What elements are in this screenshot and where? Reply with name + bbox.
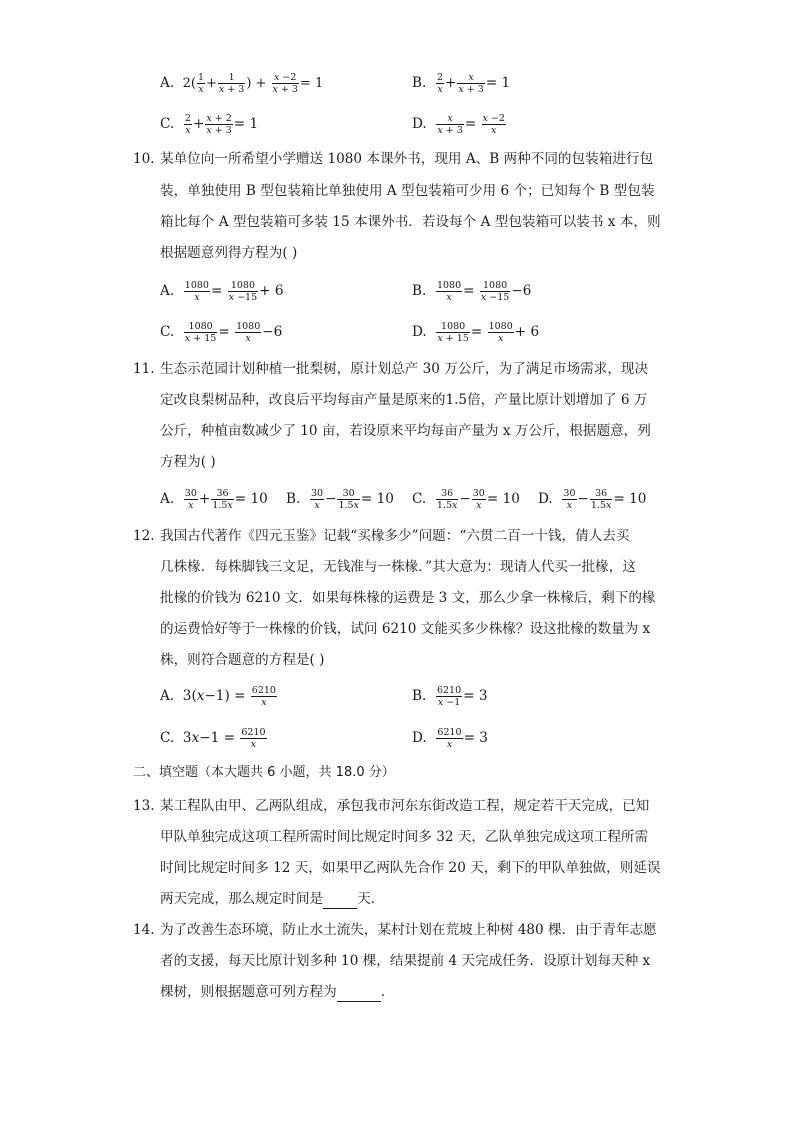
q10-option-c: C. $\frac{1080}{x + 15}$ = $\frac{1080}{x}$ −6 xyxy=(160,321,283,344)
q14-number: 14. xyxy=(133,922,155,938)
q11-line: 定改良梨树品种，改良后平均每亩产量是原来的1.5倍，产量比原计划增加了 6 万 xyxy=(160,392,648,408)
q10-line: 箱比每个 A 型包装箱可多装 15 本课外书．若设每个 A 型包装箱可以装书 x 本，则 xyxy=(160,214,661,230)
q12-option-b: B. $\frac{6210}{x -1}$ = 3 xyxy=(412,685,488,708)
q12-number: 12. xyxy=(133,528,155,544)
answer-blank[interactable] xyxy=(337,983,381,1002)
option-letter: C. xyxy=(160,730,175,746)
answer-blank[interactable] xyxy=(323,890,357,909)
option-letter: A. xyxy=(160,283,175,299)
option-letter: D. xyxy=(412,116,427,132)
q10-option-b: B. $\frac{1080}{x}$ = $\frac{1080}{x -15}$ −6 xyxy=(412,280,532,303)
q13-line: 甲队单独完成这项工程所需时间比规定时间多 32 天，乙队单独完成这项工程所需 xyxy=(160,829,649,845)
q11-line: 公斤，种植亩数减少了 10 亩，若设原来平均每亩产量为 x 万公斤，根据题意，列 xyxy=(160,423,651,439)
q12-line: 的运费恰好等于一株椽的价钱，试问 6210 文能买多少株椽？设这批椽的数量为 x xyxy=(160,621,651,637)
option-letter: D. xyxy=(412,324,427,340)
option-letter: B. xyxy=(286,491,301,507)
option-letter: A. xyxy=(160,75,175,91)
q9-option-a: A. 2( $\frac{1}{x}$ + $\frac{1}{x + 3}$ ) + $\frac{x -2}{x + 3}$ = 1 xyxy=(160,72,324,95)
q11-line: 生态示范园计划种植一批梨树，原计划总产 30 万公斤，为了满足市场需求，现决 xyxy=(160,361,649,377)
q9-option-d: D. $\frac{x}{x + 3}$ = $\frac{x -2}{x}$ xyxy=(412,113,505,136)
q12-line: 株，则符合题意的方程是( ) xyxy=(160,652,325,668)
q10-option-d: D. $\frac{1080}{x + 15}$ = $\frac{1080}{x}$ + 6 xyxy=(412,321,540,344)
q13-number: 13. xyxy=(133,798,155,814)
option-letter: C. xyxy=(160,116,175,132)
option-letter: A. xyxy=(160,688,175,704)
q11-option-b: B. $\frac{30}{x}$ − $\frac{30}{1.5x}$ = 10 xyxy=(286,488,394,511)
q12-line: 我国古代著作《四元玉鉴》记载“买椽多少”问题：“六贯二百一十钱，倩人去买 xyxy=(160,528,630,544)
option-letter: B. xyxy=(412,75,427,91)
q11-line: 方程为( ) xyxy=(160,454,216,470)
q11-option-c: C. $\frac{36}{1.5x}$ − $\frac{30}{x}$ = 10 xyxy=(412,488,520,511)
q13-line: 某工程队由甲、乙两队组成，承包我市河东东街改造工程，规定若干天完成，已知 xyxy=(160,798,650,814)
q12-line: 几株椽．每株脚钱三文足，无钱准与一株椽．”其大意为：现请人代买一批椽，这 xyxy=(160,559,636,575)
q10-line: 根据题意列得方程为( ) xyxy=(160,245,298,261)
section-heading: 二、填空题（本大题共 6 小题，共 18.0 分） xyxy=(133,765,395,780)
q10-option-a: A. $\frac{1080}{x}$ = $\frac{1080}{x -15}$ + 6 xyxy=(160,280,284,303)
q13-line: 天. xyxy=(357,891,376,907)
option-letter: D. xyxy=(412,730,427,746)
q11-option-d: D. $\frac{30}{x}$ − $\frac{36}{1.5x}$ = 10 xyxy=(538,488,647,511)
option-letter: C. xyxy=(412,491,427,507)
option-letter: A. xyxy=(160,491,175,507)
q14-last-line xyxy=(160,983,385,1002)
q10-line: 装，单独使用 B 型包装箱比单独使用 A 型包装箱可少用 6 个；已知每个 B 型包装 xyxy=(160,183,655,199)
q14-line: 棵树，则根据题意可列方程为 xyxy=(160,984,337,1000)
q12-option-c: C. 3x−1 = $\frac{6210}{x}$ xyxy=(160,727,266,750)
option-letter: B. xyxy=(412,688,427,704)
q14-line: . xyxy=(380,984,386,1000)
q13-line: 时间比规定时间多 12 天，如果甲乙两队先合作 20 天，剩下的甲队单独做，则延误 xyxy=(160,860,661,876)
q13-line: 两天完成，那么规定时间是 xyxy=(160,891,324,907)
q10-line: 某单位向一所希望小学赠送 1080 本课外书，现用 A、B 两种不同的包装箱进行包 xyxy=(160,151,654,167)
q10-number: 10. xyxy=(133,151,155,167)
q14-line: 者的支援，每天比原计划多种 10 棵，结果提前 4 天完成任务．设原计划每天种 x xyxy=(160,953,651,969)
q9-option-b: B. $\frac{2}{x}$ + $\frac{x}{x + 3}$ = 1 xyxy=(412,72,511,95)
q12-option-d: D. $\frac{6210}{x}$ = 3 xyxy=(412,727,488,750)
q11-number: 11. xyxy=(133,361,155,377)
option-letter: B. xyxy=(412,283,427,299)
option-letter: D. xyxy=(538,491,553,507)
q13-last-line xyxy=(160,890,375,909)
q14-line: 为了改善生态环境，防止水土流失，某村计划在荒坡上种树 480 棵．由于青年志愿 xyxy=(160,922,657,938)
q9-option-c: C. $\frac{2}{x}$ + $\frac{x + 2}{x + 3}$ = 1 xyxy=(160,113,259,136)
q11-option-a: A. $\frac{30}{x}$ + $\frac{36}{1.5x}$ = 10 xyxy=(160,488,268,511)
q12-line: 批椽的价钱为 6210 文．如果每株椽的运费是 3 文，那么少拿一株椽后，剩下的椽 xyxy=(160,590,656,606)
option-letter: C. xyxy=(160,324,175,340)
q12-option-a: A. 3(x−1) = $\frac{6210}{x}$ xyxy=(160,685,276,708)
